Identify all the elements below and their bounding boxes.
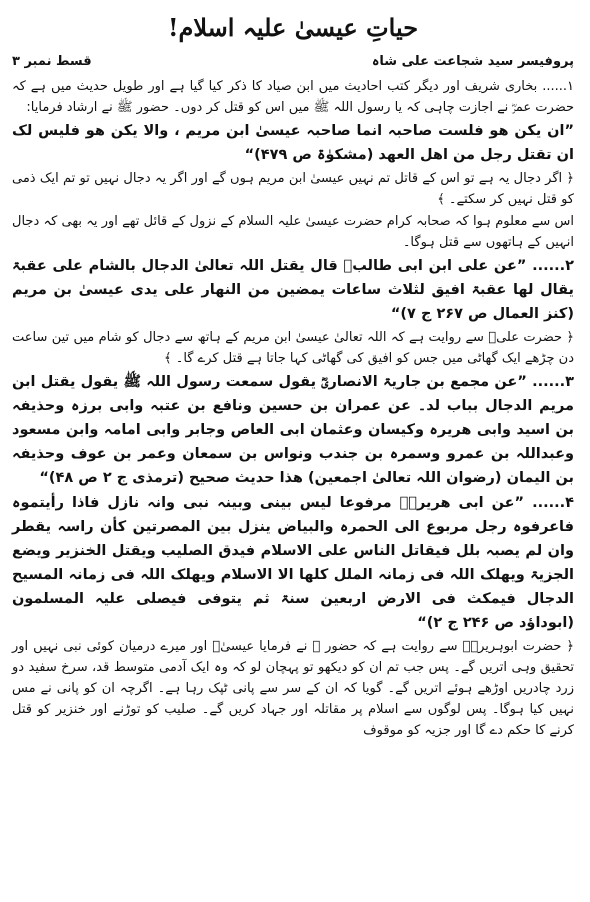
urdu-paragraph: ﴿ حضرت علیؓ سے روایت ہے کہ اللہ تعالیٰ عیسیٰ ابن مریم کے ہاتھ سے دجال کو شام میں تین ساعت دن چڑھے ایک گھاٹی میں جس کو افیق کی گھاٹی کہا جاتا ہے قتل کرے گا۔ ﴾ [12, 330, 574, 366]
urdu-paragraph: اس سے معلوم ہوا کہ صحابہ کرام حضرت عیسیٰ علیہ السلام کے نزول کے قائل تھے اور یہ بھی کہ دجال انہیں کے ہاتھوں سے قتل ہوگا۔ [12, 214, 574, 250]
urdu-paragraph: ۱...... بخاری شریف اور دیگر کتب احادیث میں ابن صیاد کا ذکر کیا گیا ہے اور طویل حدیث میں ہے کہ حضرت عمرؓ نے اجازت چاہی کہ یا رسول اللہ ﷺ میں اس کو قتل کر دوں۔ حضور ﷺ نے ارشاد فرمایا: [12, 79, 574, 115]
urdu-paragraph: ﴿ اگر دجال یہ ہے تو اس کے قاتل تم نہیں عیسیٰ ابن مریم ہوں گے اور اگر یہ دجال نہیں تو تم ایک ذمی کو قتل نہیں کر سکتے۔ ﴾ [12, 171, 574, 207]
arabic-hadith-text: ۲...... ”عن علی ابن ابی طالبؓ قال یقتل اللہ تعالیٰ الدجال بالشام علی عقبۃ یقال لھا عقبۃ افیق لثلاث ساعات یمضین من النھار علی یدی عیسیٰ بن مریم (کنز العمال ص ۲۶۷ ج ۷)“ [12, 258, 574, 322]
arabic-hadith-text: ۳...... ”عن مجمع بن جاریۃ الانصاریؓ یقول سمعت رسول اللہ ﷺ یقول یقتل ابن مریم الدجال بباب لد۔ عن عمران بن حسین ونافع بن عتبہ وابی برزہ وحذیفہ بن اسید وابی ھریرہ وکیسان وعثمان ابی العاص وجابر وابی امامہ وابن مسعود وعبداللہ بن عمرو وسمرہ بن جندب ونواس بن سمعان وعمر بن عوف وحذیفہ بن الیمان (رضوان اللہ تعالیٰ اجمعین) ھذا حدیث صحیح (ترمذی ج ۲ ص ۴۸)“ [12, 374, 574, 486]
arabic-hadith-text: ۴...... ”عن ابی ھریرۃؓ مرفوعا لیس بینی وبینہ نبی وانہ نازل فاذا رأیتموہ فاعرفوہ رجل مربوع الی الحمرہ والبیاض ینزل بین المصرتین کأن راسہ یقطر وان لم یصبہ بلل فیقاتل الناس علی الاسلام فیدق الصلیب ویقتل الخنزیر ویضع الجزیۃ ویھلک اللہ فی زمانہ الملل کلھا الا الاسلام ویھلک اللہ فی زمانہ المسیح الدجال فیمکث فی الارض اربعین سنۃ ثم یتوفی فیصلی علیہ المسلمون (ابوداؤد ص ۲۴۶ ج ۲)“ [12, 495, 574, 631]
author-name: پروفیسر سید شجاعت علی شاہ [371, 54, 574, 69]
article-body [12, 76, 574, 741]
urdu-paragraph: ﴿ حضرت ابوہریرہؓ سے روایت ہے کہ حضور ﷺ نے فرمایا عیسیٰؑ اور میرے درمیان کوئی نبی نہیں اور تحقیق وہی اتریں گے۔ پس جب تم ان کو دیکھو تو پہچان لو کہ وہ ایک آدمی متوسط قد، سرخ سفید دو زرد چادریں اوڑھے ہوئے اتریں گے۔ گویا کہ ان کے سر سے پانی ٹپک رہا ہے۔ اگرچہ ان کو پانی نے مس نہیں کیا ہوگا۔ پس لوگوں سے اسلام پر مقاتلہ اور جہاد کریں گے۔ صلیب کو توڑنے اور خنزیر کو قتل کرنے کا حکم دے گا اور جزیہ کو موقوف [12, 639, 574, 738]
arabic-hadith-text: ”ان یکن ھو فلست صاحبہ انما صاحبہ عیسیٰ ابن مریم ، والا یکن ھو فلیس لک ان تقتل رجل من اھل العھد (مشکوٰۃ ص ۴۷۹)“ [12, 123, 574, 163]
document-title: حیاتِ عیسیٰ علیہ اسلام! [167, 13, 419, 42]
byline-row [12, 52, 574, 72]
installment-number: قسط نمبر ۳ [12, 54, 92, 69]
